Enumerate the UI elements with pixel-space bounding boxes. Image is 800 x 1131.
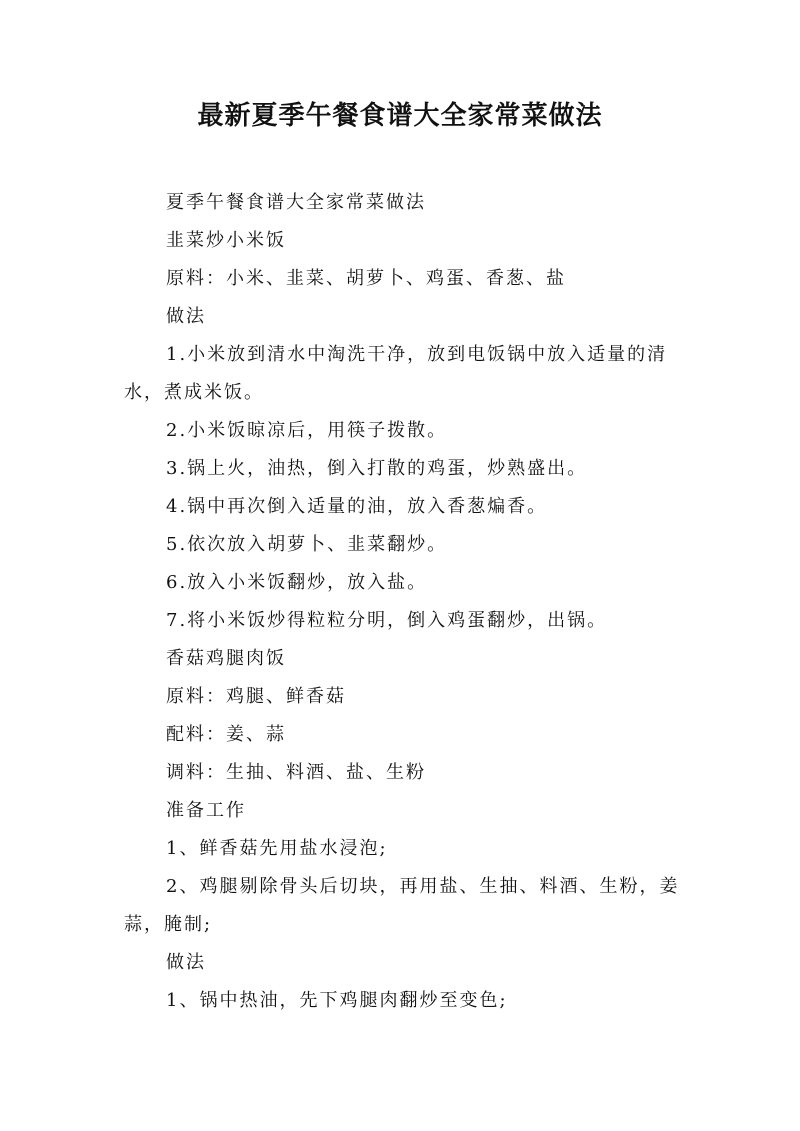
paragraph-recipe-1-step-1: 1.小米放到清水中淘洗干净，放到电饭锅中放入适量的清水，煮成米饭。 <box>124 344 668 403</box>
paragraph-recipe-1-step-7: 7.将小米饭炒得粒粒分明，倒入鸡蛋翻炒，出锅。 <box>166 610 608 631</box>
paragraph-recipe-2-step-1: 1、锅中热油，先下鸡腿肉翻炒至变色; <box>166 990 508 1011</box>
paragraph-recipe-1-step-6: 6.放入小米饭翻炒，放入盐。 <box>166 572 428 593</box>
paragraph-recipe-2-method-heading: 做法 <box>166 952 206 973</box>
paragraph-recipe-2-prep-2: 2、鸡腿剔除骨头后切块，再用盐、生抽、料酒、生粉，姜蒜，腌制; <box>124 876 680 935</box>
paragraph-recipe-2-title: 香菇鸡腿肉饭 <box>166 648 286 669</box>
paragraph-recipe-1-ingredients: 原料：小米、韭菜、胡萝卜、鸡蛋、香葱、盐 <box>166 268 566 289</box>
paragraph-recipe-1-step-4: 4.锅中再次倒入适量的油，放入香葱煸香。 <box>166 496 548 517</box>
document-body <box>124 184 694 1020</box>
paragraph-recipe-1-step-3: 3.锅上火，油热，倒入打散的鸡蛋，炒熟盛出。 <box>166 458 588 479</box>
paragraph-recipe-2-prep-1: 1、鲜香菇先用盐水浸泡; <box>166 838 388 859</box>
paragraph-recipe-1-title: 韭菜炒小米饭 <box>166 230 286 251</box>
paragraph-recipe-2-auxiliary: 配料：姜、蒜 <box>166 724 286 745</box>
paragraph-recipe-1-method-heading: 做法 <box>166 306 206 327</box>
paragraph-recipe-2-seasoning: 调料：生抽、料酒、盐、生粉 <box>166 762 426 783</box>
paragraph-recipe-1-step-2: 2.小米饭晾凉后，用筷子拨散。 <box>166 420 448 441</box>
paragraph-recipe-1-step-5: 5.依次放入胡萝卜、韭菜翻炒。 <box>166 534 448 555</box>
paragraph-recipe-2-ingredients: 原料：鸡腿、鲜香菇 <box>166 686 346 707</box>
paragraph-recipe-2-prep-heading: 准备工作 <box>166 800 246 821</box>
document-title: 最新夏季午餐食谱大全家常菜做法 <box>197 101 603 131</box>
paragraph-intro-heading: 夏季午餐食谱大全家常菜做法 <box>166 192 426 213</box>
